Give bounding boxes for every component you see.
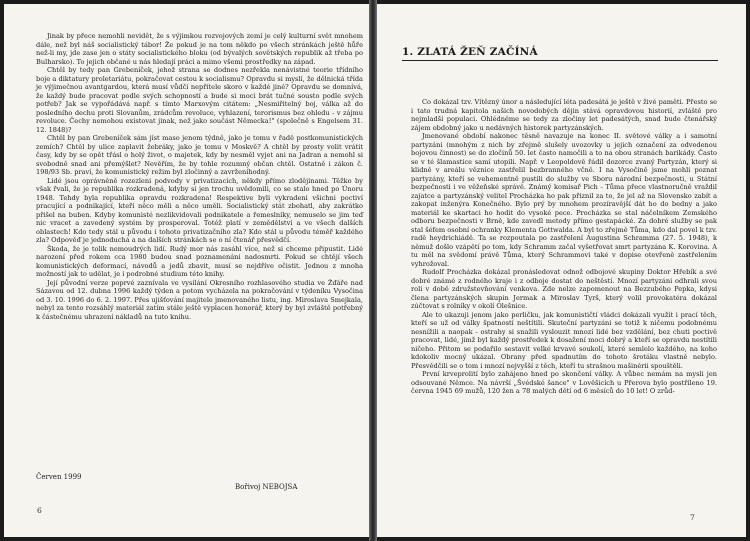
paragraph: Lidé jsou oprávněně rozezleni podvody v privatizacích, někdy přímo zlodějinami. Těžko by však řvali, že je republika rozkradená, kdyby si jen trochu uvědomili, co se stalo hned po Únoru 1948. Tehdy byla republika opravdu rozkradena! Respektive byli vykradeni všichni poctiví pracující a podnikající, kteří něco měli a něco uměli. Socialistický stát zbohatl, aby zakrátko přišel na buben. Kdyby komunisté nezlikvidovali podnikatele a řemeslníky, nemuselo se jim teď nic vracet a zavedený systém by prosperoval. Totéž platí v zemědělství a ve všech dalších oblastech! Kdo tedy stál u původu i tohoto privatizačního zla? Kdo stál u původu téměř každého zla? Odpověď je jednoduchá a na dalších stránkách se o ní čtenář přesvědčí. [36,176,363,244]
paragraph: Škoda, že je tolik nemoudrých lidí. Rudý mor nás zasáhl více, než si chceme připustit. Lidé narození před rokem cca 1980 budou snad poznamenáni nadosmrti. Pokud se chtějí všech komunistických deformací, návodů a jedů zbavit, musí se nejdříve očistit. Jednou z mnoha možností jak to udělat, je i podrobné studium této knihy. [36,244,363,278]
signature-author: Bořivoj NEBOJSA [235,483,298,491]
paragraph: Její původní verze poprvé zaznívala ve vysílání Okresního rozhlasového studia ve Žďáře nad Sázavou od 12. dubna 1996 každý týden a potom vycházela na pokračování v týdeníku Vysočina od 3. 10. 1996 do 6. 2. 1997. Přes ujišťování majitele jmenovaného listu, ing. Miroslava Smejkala, nebyl za tento rozsáhlý materiál zatím stále ještě vyplacen honorář, který by byl zvláště potřebný k částečnému uhrazení nákladů na tuto knihu. [36,278,363,321]
paragraph: Jmenované období nakonec těsně navazuje na konec II. světové války a i samotní partyzáni (mnohým z nich by zřejmě slušely uvozovky u jejich označení za odvedenou bojovou činnost) se do zločinů 50. let často namočili a to na obou stranách barikády. Často se v té šlamastice samí utopili. Např. v Leopoldově řádil dozorce zvaný Partyzán, který si klidně v areálu věznice zastřelil bezbranného včně. I na Vysočině jsme mohli poznat partyzány, kteří se vehementně pustili do služby ve Sboru národní bezpečnosti, u Státní bezpečnosti i ve věžeňské správě. Známý komisař Pich - Tůma přece vlastnoručně vraždil zajatce a partyzánský velitel Procházka ho pak přiznil za to, že jel až na Slovensko zabít a zakopat inženýra Konečného. Bylo prý by mnohem prozíravější dát ho do bedny a jako materiál ke skartaci ho hodit do vysoké pece. Procházka se stal náčelníkem Zemského odboru bezpečnosti v Brně, kde zavedl metody přímo gestapácké. Za dobré služby se pak stal šéfem osobní ochranky Klementa Gottwalda. A byl to zřejmě Tůma, kdo dal povel k tzv. radě heydrichiádě. Ta se rozpoutala po zastřelení Augustina Schramma (27. 5. 1948), k němuž došlo vzápětí po tom, kdy Schramm začal vyšetřovat smrt partyzána K. Korovina. A tu měl na svědomí právě Tůma, který Schrammovi také v dopise otevřeně zastřelením vyhrožoval. [411,132,717,268]
paragraph: Rudolf Procházka dokázal pronásledovat odnož odbojové skupiny Doktor Hřebík a své dobré známé z rodného kraje i z odboje dostat do neštěstí. Mnozí partyzáni odhrali svou roli v době združstevňování venkova. Zde nelze zapomenout na Bezzubého Pepka, kdysi člena partyzánských skupin Jermak a Miroslav Tyrš, který volil provokatéra dokázal zúčtovat s rolníky v okolí Olešnice. [411,268,717,310]
book-gutter [369,0,377,541]
chapter-rule [402,60,718,61]
right-page-text [411,98,717,396]
paragraph: Jinak by přece nemohli nevidět, že s výjimkou rozvojových zemí je celý kulturní svět mnohem dále, než byl náš socialistický tábor! Že pokud je na tom někdo po všech stránkách ještě hůře než-li my, jde zase jen o státy socialistického bloku (od bývalých sovětských republik až třeba po Bulharsko). To jejich občané u nás hledají práci a mimo všemi prostředky na západ. [36,32,363,66]
chapter-title: 1. ZLATÁ ŽEŇ ZAČÍNÁ [402,46,538,58]
paragraph: Co dokázal tzv. Vítězný únor a následující léta padesátá je ještě v živé paměti. Přesto se i tato trudná kapitola našich novodobých dějin stává opravdovou historií, zvláště pro nejmladší populaci. Ohlédněme se tedy za zločiny let padesátých, snad bude čtenářský zájem obdobný jako u nedávných historek partyzánských. [411,98,717,132]
paragraph: Chtěl by tedy pan Grebeníček, jehož strana se dodnes nezřekla nenávistné teorie třídního boje a diktatury proletariátu, pokračovat cestou k socialismu? Opravdu si myslí, že dělnická třída je výjimečnou avantgardou, která musí vůdčí nepřítele skoro v každé jiné? Opravdu se domnívá, že každý bude pracovat podle svých schopností a bude si moci brát tučné sousto podle svých potřeb? Jak se vypořádává např. s tímto Marxovým citátem: „Nesmiřitelný boj, válka až do posledního dechu proti Slovanům, zrádcům revoluce, vyhlazení, terorismus bez ohledu - v zájmu revoluce. Čechy nemohou existovat jinak, než jako součást Německa!" (společně s Engelsem 31. 12. 1848)? [36,66,363,134]
left-page [4,4,369,537]
paragraph: První krveprolití bylo zahájeno hned po skončení války. A vůbec nemám na mysli jen odsouvané Němce. Na návrší „Švédské šance" v Lověšicích u Přerova bylo postříleno 19. června 1945 69 mužů, 120 žen a 78 malých dětí od 6 měsíců do 10 let! O zrůd- [411,370,717,395]
left-page-text [36,32,363,321]
paragraph: Ale to ukazuji jenom jako perličku, jak komunističtí vládci dokázali využít i prací těch, kteří se už od války špatností neštítili. Skuteční partyzáni se totiž k ničemu podobnému nesnížili a naopak - ostrahy si snažili vyslouzit mnozí lidé bez vzdělání, bez chuti poctivě pracovat, lidé, jimž byl každý prostředek k dosažení moci dobrý a kteří se opravdu nestítili ničeho. Přitom se podařilo sestavit velké krvavé soukolí, které semlelo každého, na koho kdokoliv mocný ukázal. Obrany před spadnutím do tohoto šrotáku vlastně nebylo. Přesvědčili se o tom i mnozí nejvyšší z těch, kteří tu strašnou mašinérii spouštěli. [411,310,717,370]
page-number-right: 7 [690,513,695,522]
right-page [377,4,746,537]
signature-date: Červen 1999 [36,473,82,481]
page-number-left: 6 [37,506,42,515]
paragraph: Chtěl by pan Grebeníček sám jíst maso jenom týdně, jako je tomu v řadě postkomunistických zemích? Chtěl by ulice zaplavit žebráky, jako je tomu v Moskvě? A chtěl by prosty volit vrátit časy, kdy by se opět třásl o holý život, o majetek, kdy by nesměl vyjet ani na Jadran a nemohl si svobodně snad ani přemýšlet? Nevěřím, že by tohle rozumný občan chtěl. Ostatně i zákon č. 198/93 Sb. praví, že komunistický režim byl zločinný a zavrženíhodný. [36,134,363,176]
